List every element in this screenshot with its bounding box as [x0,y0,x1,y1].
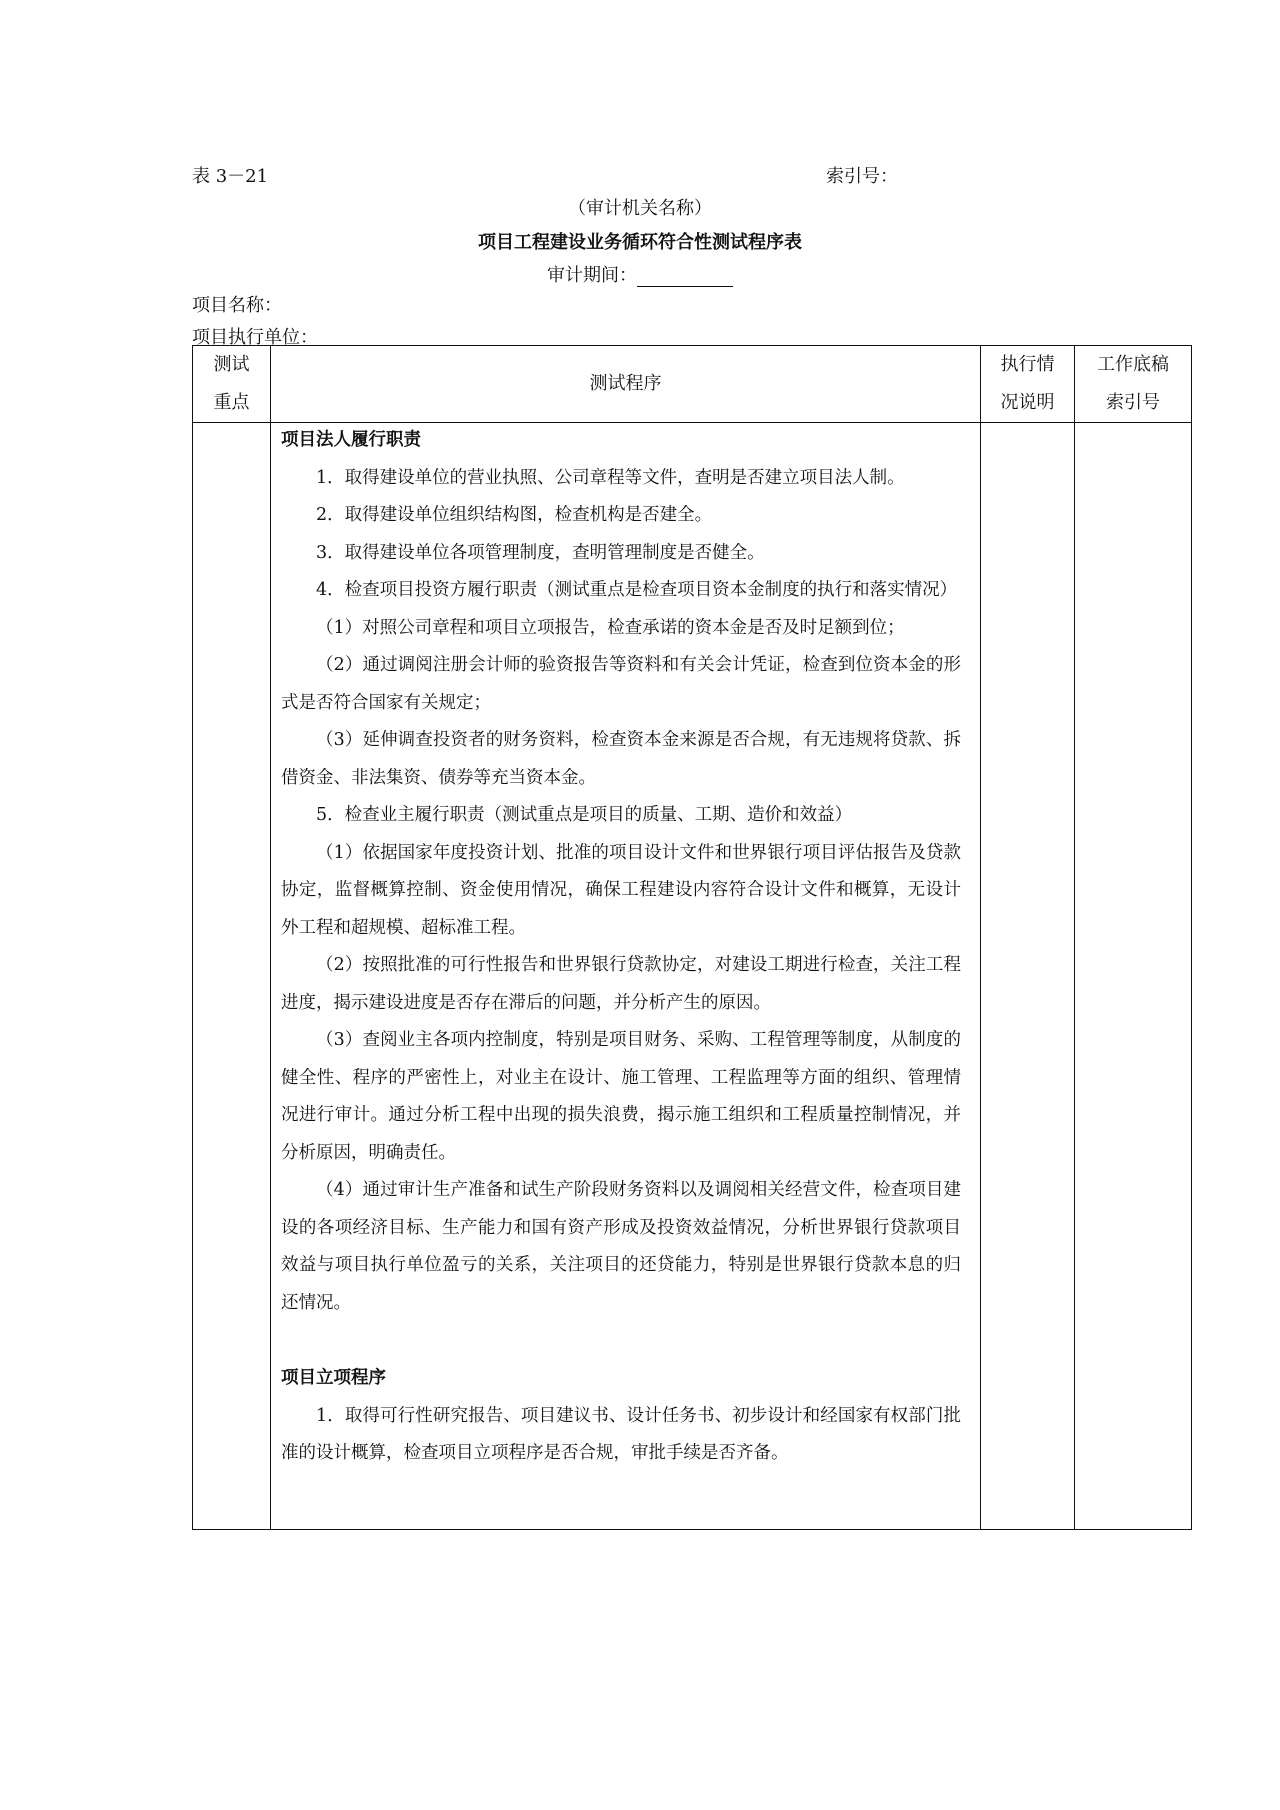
procedure-item: （3）查阅业主各项内控制度，特别是项目财务、采购、工程管理等制度，从制度的健全性、程序的严密性上，对业主在设计、施工管理、工程监理等方面的组织、管理情况进行审计。通过分析工程中出现的损失浪费，揭示施工组织和工程质量控制情况，并分析原因，明确责任。 [281,1030,961,1163]
header-test-focus-line2: 重点 [213,392,250,413]
test-procedure-table [192,345,1192,1530]
section-spacer [281,1322,961,1360]
column-divider [1074,346,1075,1529]
section-title: 项目立项程序 [281,1368,386,1388]
procedure-item: 2．取得建设单位组织结构图，检查机构是否建全。 [316,505,713,525]
section-title: 项目法人履行职责 [281,430,421,450]
header-test-procedure: 测试程序 [589,373,662,394]
procedure-item: 5．检查业主履行职责（测试重点是项目的质量、工期、造价和效益） [316,805,853,825]
procedure-item: （2）通过调阅注册会计师的验资报告等资料和有关会计凭证，检查到位资本金的形式是否符合国家有关规定； [281,655,961,713]
header-test-focus [193,346,270,422]
audit-period-blank [637,268,733,287]
header-exec-notes-line1: 执行情 [1000,354,1055,375]
procedure-item: （3）延伸调查投资者的财务资料，检查资本金来源是否合规，有无违规将贷款、拆借资金、非法集资、债券等充当资本金。 [281,730,961,788]
procedure-item: 1．取得建设单位的营业执照、公司章程等文件，查明是否建立项目法人制。 [316,467,905,488]
table-number: 表 3－21 [192,166,269,187]
procedure-item: 3．取得建设单位各项管理制度，查明管理制度是否健全。 [316,542,765,563]
procedure-item: （4）通过审计生产准备和试生产阶段财务资料以及调阅相关经营文件，检查项目建设的各项经济目标、生产能力和国有资产形成及投资效益情况，分析世界银行贷款项目效益与项目执行单位盈亏的关系，关注项目的还贷能力，特别是世界银行贷款本息的归还情况。 [281,1180,961,1313]
audit-period [0,261,1280,287]
procedure-item: （2）按照批准的可行性报告和世界银行贷款协定，对建设工期进行检查，关注工程进度，揭示建设进度是否存在滞后的问题，并分析产生的原因。 [281,955,961,1013]
project-name-label: 项目名称： [192,295,282,316]
header-exec-notes [981,346,1074,422]
audit-period-label: 审计期间： [547,265,637,286]
header-test-focus-line1: 测试 [213,354,250,375]
header-exec-notes-line2: 况说明 [1000,392,1055,413]
exec-unit-label: 项目执行单位： [192,327,318,348]
procedure-item: （1）对照公司章程和项目立项报告，检查承诺的资本金是否及时足额到位； [316,617,905,638]
column-divider [980,346,981,1529]
procedure-item: 1．取得可行性研究报告、项目建议书、设计任务书、初步设计和经国家有权部门批准的设计概算，检查项目立项程序是否合规，审批手续是否齐备。 [281,1405,961,1463]
index-number-label: 索引号： [826,166,898,187]
procedure-body [271,422,971,1473]
header-workpaper-ref-line2: 索引号 [1106,392,1160,413]
procedure-item: （1）依据国家年度投资计划、批准的项目设计文件和世界银行项目评估报告及贷款协定，监督概算控制、资金使用情况，确保工程建设内容符合设计文件和概算，无设计外工程和超规模、超标准工程。 [281,842,961,938]
procedure-item: 4．检查项目投资方履行职责（测试重点是检查项目资本金制度的执行和落实情况） [316,580,958,600]
page-title: 项目工程建设业务循环符合性测试程序表 [478,232,802,253]
header-workpaper-ref [1075,346,1191,422]
header-workpaper-ref-line1: 工作底稿 [1097,354,1169,375]
audit-agency-name: （审计机关名称） [568,198,712,219]
